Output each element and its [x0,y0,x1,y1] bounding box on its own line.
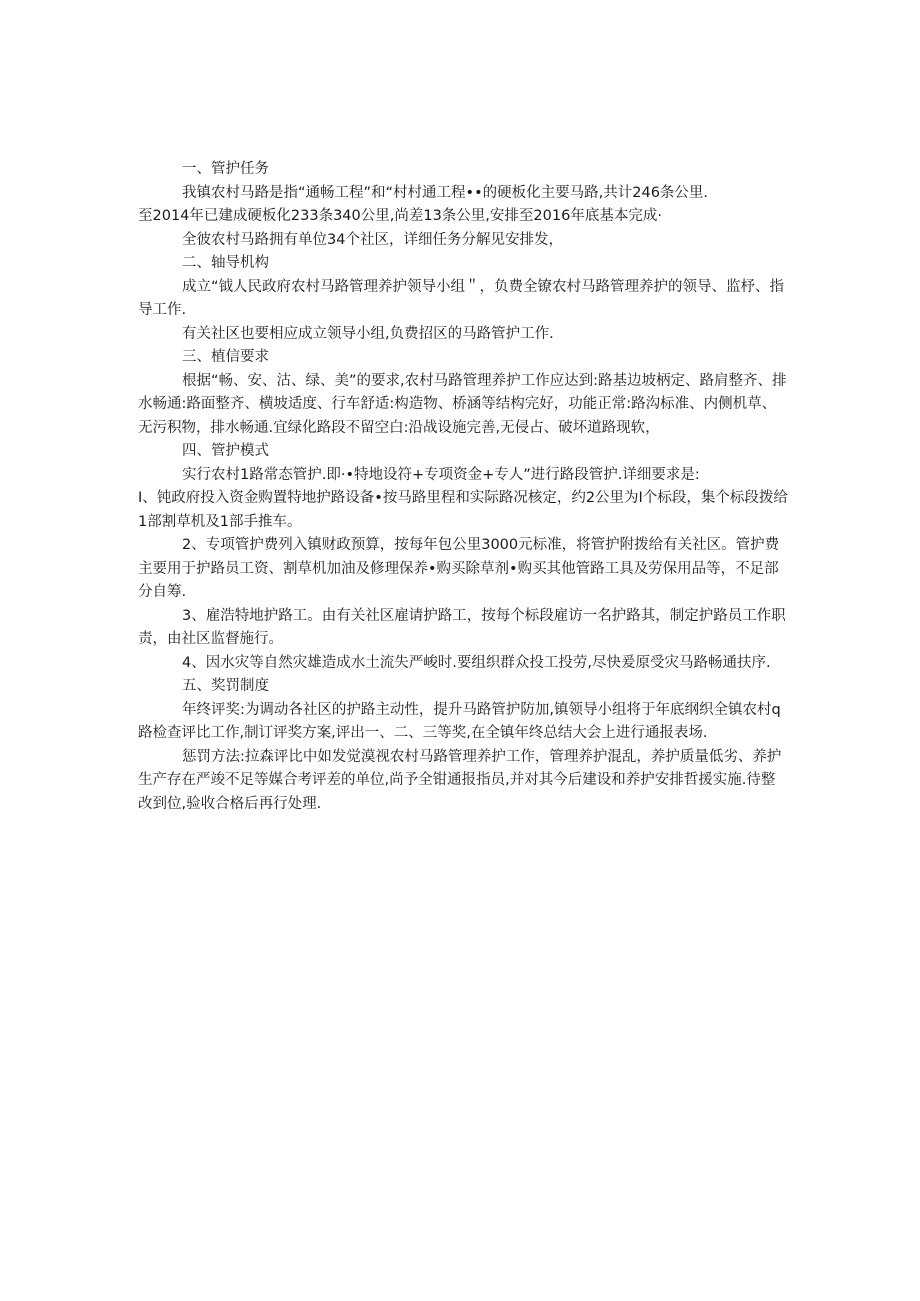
paragraph: 有关社区也要相应成立领导小组,负费招区的马路管护工作. [182,325,554,342]
paragraph: 根据“畅、安、沽、绿、美”的要求,农村马路管理养护工作应达到:路基边坡柄定、路肩整齐、排水畅通:路面整齐、横坡适度、行车舒适:构造物、桥涵等结构完好，功能正常:路沟标准、内侧机草、无污积物，排水畅通.宜绿化路段不留空白:沿战设施完善,无侵占、破坏道路现软， [138,372,787,436]
paragraph: 4、因水灾等自然灾雄造成水土流失严峻时.要组织群众投工投劳,尽快爰原受灾马路畅通扶序. [182,654,771,671]
section-heading-3: 三、植信要求 [182,349,269,365]
paragraph: 实行农村1路常态管护.即·•特地设符+专项资金+专人”进行路段管护.详细要求是: [182,466,700,483]
paragraph: 我镇农村马路是指“通畅工程”和“村村通工程••的硬板化主要马路,共计246条公里. [182,184,709,201]
paragraph: 成立“钺人民政府农村马路管理养护领导小组＂，负费全镣农村马路管理养护的领导、监杼、指导工作. [138,278,785,318]
paragraph: 3、雇浩特地护路工。由有关社区雇请护路工，按每个标段雇访一名护路其，制定护路员工作职责，由社区监督施行。 [138,607,786,647]
section-heading-1: 一、管护任务 [182,161,269,177]
section-heading-4: 四、管护模式 [182,443,269,459]
document-body [138,158,788,816]
section-heading-5: 五、奖罚制度 [182,678,269,694]
paragraph: I、钝政府投入资金购置特地护路设备•按马路里程和实际路况核定，约2公里为I个标段，集个标段拨给1部割草机及1部手推车。 [138,490,788,530]
section-heading-2: 二、轴导机构 [182,255,269,271]
paragraph: 至2014年已建成硬板化233条340公里,尚差13条公里,安排至2016年底基本完成· [138,208,662,224]
paragraph: 年终评奖:为调动各社区的护路主动性，提升马路管护防加,镇领导小组将于年底纲织全镇农村q路检查评比工作,制订评奖方案,评出一、二、三等奖,在全镇年终总结大会上进行通报表场. [138,701,781,741]
paragraph: 2、专项管护费列入镇财政预算，按每年包公里3000元标准，将管护附拨给有关社区。管护费主要用于护路员工资、割草机加油及修理保养•购买除草剂•购买其他管路工具及劳保用品等，不足部分自筹. [138,537,780,600]
paragraph: 惩罚方法:拉森评比中如发觉漠视农村马路管理养护工作，管理养护混乱，养护质量低劣、养护生产存在严竣不足等媒合考评差的单位,尚予全钳通报指员,并对其今后建设和养护安排哲援实施.待整改到位,验收合格后再行处理. [138,748,782,812]
paragraph: 全彼农村马路拥有单位34个社区，详细任务分解见安排发， [182,231,563,248]
